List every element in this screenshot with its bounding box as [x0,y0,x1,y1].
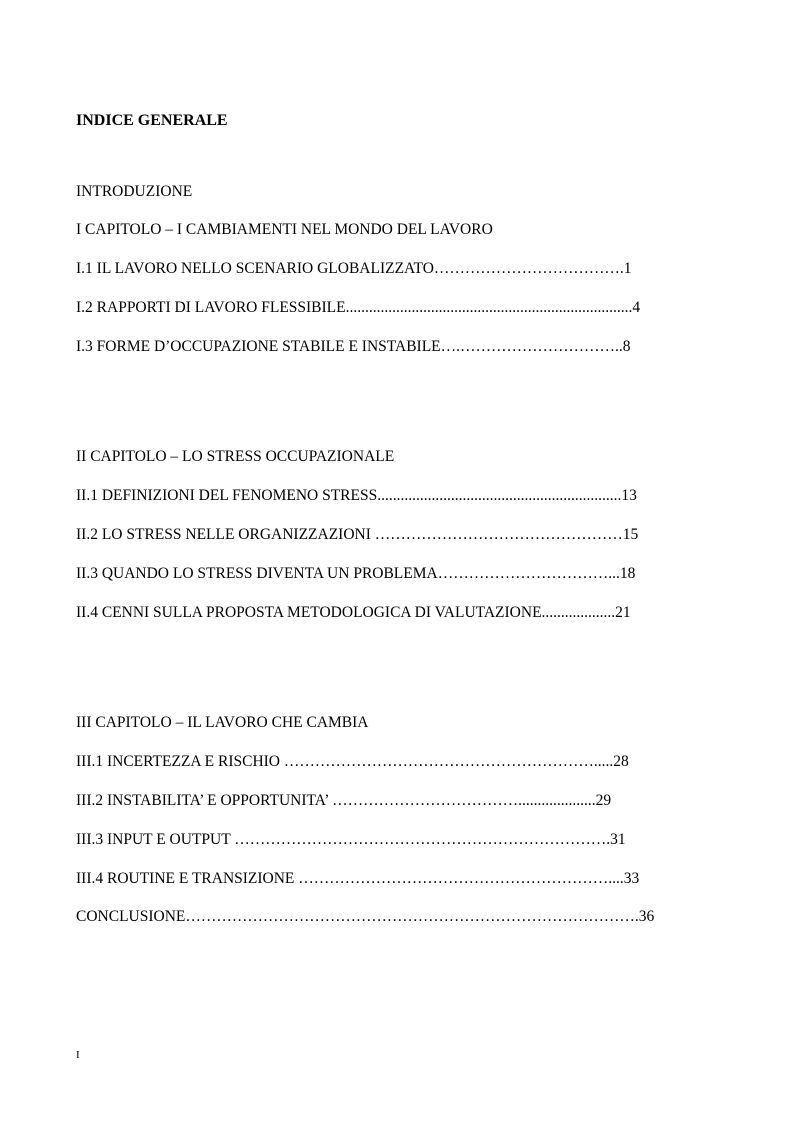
toc-entry-1-2: I.2 RAPPORTI DI LAVORO FLESSIBILE..........................................................................4 [76,299,641,316]
toc-chapter-2-heading: II CAPITOLO – LO STRESS OCCUPAZIONALE [76,448,395,465]
toc-introduction: INTRODUZIONE [76,183,193,200]
toc-chapter-3-heading: III CAPITOLO – IL LAVORO CHE CAMBIA [76,714,369,731]
toc-entry-3-4: III.4 ROUTINE E TRANSIZIONE ……………………………………………………....33 [76,870,640,887]
toc-entry-2-4: II.4 CENNI SULLA PROPOSTA METODOLOGICA DI VALUTAZIONE...................21 [76,604,631,621]
toc-entry-3-2: III.2 INSTABILITA’ E OPPORTUNITA’ ………………………………....................29 [76,792,612,809]
toc-entry-1-1: I.1 IL LAVORO NELLO SCENARIO GLOBALIZZATO……………………………….1 [76,260,632,277]
toc-title: INDICE GENERALE [76,112,228,129]
toc-conclusion: CONCLUSIONE…………………………………………………………………………….36 [76,908,655,925]
toc-entry-2-2: II.2 LO STRESS NELLE ORGANIZZAZIONI …………………………………………15 [76,526,639,543]
toc-entry-2-1: II.1 DEFINIZIONI DEL FENOMENO STRESS...............................................................13 [76,487,637,504]
toc-entry-2-3: II.3 QUANDO LO STRESS DIVENTA UN PROBLEMA……………………………...18 [76,565,636,582]
toc-chapter-1-heading: I CAPITOLO – I CAMBIAMENTI NEL MONDO DEL LAVORO [76,221,493,238]
toc-entry-3-3: III.3 INPUT E OUTPUT ……………………………………………………………….31 [76,831,626,848]
page-number: I [76,1049,80,1061]
toc-entry-1-3: I.3 FORME D’OCCUPAZIONE STABILE E INSTABILE….…………………………..8 [76,338,631,355]
toc-entry-3-1: III.1 INCERTEZZA E RISCHIO …………………………………………………….....28 [76,753,629,770]
